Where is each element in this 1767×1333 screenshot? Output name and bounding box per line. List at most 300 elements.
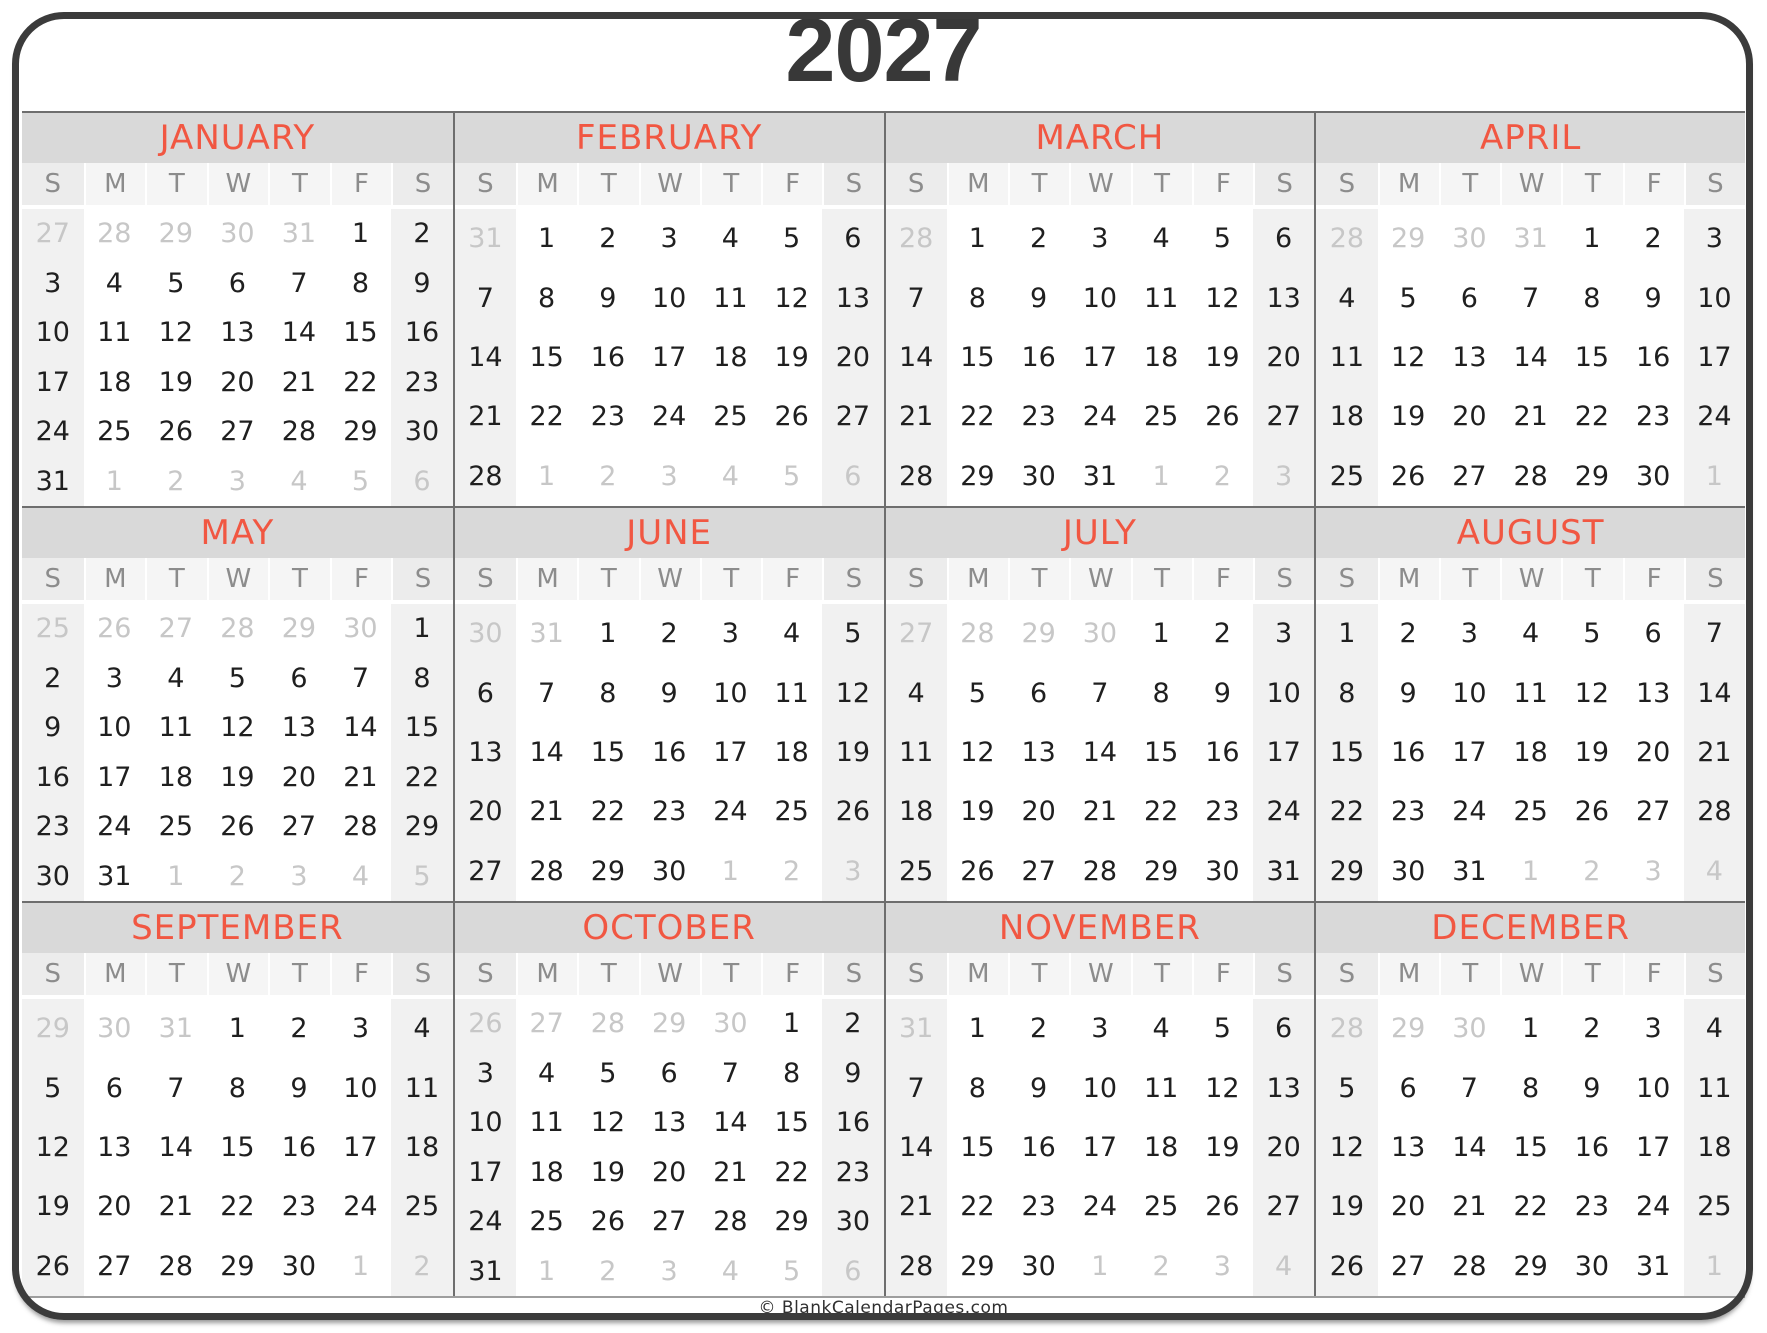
day-cell: 7 — [1091, 677, 1109, 709]
weekday-header-t-4: T — [268, 163, 330, 205]
day-cell: 4 — [721, 460, 739, 492]
weekday-header-w-3: W — [1069, 953, 1130, 995]
month-header — [886, 508, 1315, 558]
day-cell: 26 — [220, 811, 255, 843]
day-cell: 10 — [1452, 677, 1487, 709]
weekday-header-m-1: M — [516, 558, 577, 600]
month-header — [22, 508, 453, 558]
day-cell: 31 — [1635, 1250, 1671, 1282]
day-cell: 28 — [1316, 209, 1377, 268]
day-cell: 2 — [1644, 223, 1662, 255]
day-cell: 11 — [1316, 328, 1377, 387]
day-cell: 1 — [968, 1013, 986, 1045]
day-cell: 29 — [343, 416, 378, 448]
day-cell: 12 — [1205, 282, 1240, 314]
weekday-header-f-5: F — [330, 953, 392, 995]
day-cell: 10 — [1082, 282, 1118, 314]
day-cell: 2 — [1152, 1250, 1170, 1282]
weekday-header-t-4: T — [700, 558, 761, 600]
day-cell: 21 — [1452, 1191, 1487, 1223]
weekday-header-w-3: W — [1069, 558, 1130, 600]
month-header — [455, 903, 884, 953]
day-cell: 16 — [1021, 1131, 1056, 1163]
day-cell: 31 — [97, 860, 132, 892]
day-cell: 11 — [97, 317, 132, 349]
weekday-header-s-0: S — [1316, 163, 1377, 205]
day-cell: 31 — [1513, 223, 1548, 255]
day-cell: 24 — [343, 1191, 378, 1223]
day-cell: 5 — [351, 465, 370, 497]
day-cell: 18 — [774, 736, 809, 768]
month-name: AUGUST — [1456, 513, 1605, 553]
month-header — [1316, 903, 1745, 953]
day-cell: 7 — [721, 1057, 739, 1089]
day-cell: 31 — [1253, 842, 1314, 901]
day-cell: 27 — [220, 416, 255, 448]
day-cell: 5 — [1583, 618, 1601, 650]
day-cell: 9 — [1583, 1072, 1601, 1104]
day-cell: 15 — [1513, 1131, 1548, 1163]
day-cell: 9 — [822, 1049, 883, 1099]
day-cell: 22 — [343, 366, 378, 398]
day-cell: 17 — [22, 358, 84, 408]
day-cell: 4 — [1316, 268, 1377, 327]
weekday-header-s-0: S — [886, 558, 947, 600]
weekday-header-t-2: T — [1008, 953, 1069, 995]
day-cell: 30 — [22, 852, 84, 902]
weekday-header-s-6: S — [391, 163, 453, 205]
day-cell: 25 — [97, 416, 132, 448]
month-september — [22, 901, 453, 1296]
day-cell: 11 — [1684, 1058, 1745, 1117]
day-cell: 12 — [960, 736, 995, 768]
day-cell: 7 — [886, 268, 947, 327]
day-cell: 12 — [1316, 1118, 1377, 1177]
day-cell: 22 — [1513, 1191, 1548, 1223]
day-cell: 29 — [590, 855, 626, 887]
day-cell: 3 — [1091, 223, 1109, 255]
day-cell: 18 — [1143, 1131, 1179, 1163]
day-cell: 23 — [1021, 1191, 1056, 1223]
weekday-header-m-1: M — [1378, 163, 1439, 205]
weekday-header-f-5: F — [330, 558, 392, 600]
day-cell: 18 — [1316, 387, 1377, 446]
day-cell: 21 — [1082, 796, 1118, 828]
day-cell: 29 — [22, 999, 84, 1058]
weekday-header-row — [1316, 558, 1745, 600]
day-cell: 14 — [713, 1107, 748, 1139]
day-cell: 14 — [886, 328, 947, 387]
day-cell: 7 — [290, 267, 308, 299]
weekday-header-s-6: S — [391, 558, 453, 600]
day-cell: 26 — [774, 401, 809, 433]
weekday-header-s-0: S — [22, 953, 84, 995]
day-cell: 17 — [343, 1131, 378, 1163]
month-weeks — [455, 604, 884, 901]
day-cell: 4 — [1522, 618, 1540, 650]
day-cell: 12 — [1390, 341, 1426, 373]
day-cell: 3 — [1253, 604, 1314, 663]
weekday-header-row — [455, 558, 884, 600]
month-weeks — [22, 209, 453, 506]
weekday-header-row — [22, 558, 453, 600]
weekday-header-t-2: T — [1439, 953, 1500, 995]
day-cell: 23 — [22, 802, 84, 852]
day-cell: 3 — [660, 223, 678, 255]
day-cell: 3 — [721, 618, 739, 650]
day-cell: 27 — [158, 613, 193, 645]
day-cell: 1 — [1316, 604, 1377, 663]
day-cell: 18 — [391, 1118, 453, 1177]
day-cell: 28 — [1316, 999, 1377, 1058]
day-cell: 26 — [1390, 460, 1426, 492]
day-cell: 20 — [1253, 1118, 1314, 1177]
day-cell: 28 — [1513, 460, 1548, 492]
day-cell: 9 — [1030, 282, 1048, 314]
day-cell: 11 — [158, 712, 193, 744]
year-title: 2027 — [785, 1, 982, 101]
month-weeks — [1316, 604, 1745, 901]
month-october — [453, 901, 884, 1296]
weekday-header-t-2: T — [1008, 163, 1069, 205]
day-cell: 16 — [1635, 341, 1671, 373]
day-cell: 1 — [351, 218, 370, 250]
day-cell: 2 — [290, 1013, 308, 1045]
day-cell: 23 — [651, 796, 687, 828]
day-cell: 22 — [1316, 782, 1377, 841]
month-name: MAY — [200, 513, 275, 553]
day-cell: 15 — [1143, 736, 1179, 768]
day-cell: 29 — [1316, 842, 1377, 901]
day-cell: 25 — [1316, 447, 1377, 506]
day-cell: 18 — [529, 1156, 564, 1188]
day-cell: 19 — [1316, 1177, 1377, 1236]
weekday-header-w-3: W — [639, 953, 700, 995]
day-cell: 4 — [290, 465, 308, 497]
day-cell: 26 — [960, 855, 995, 887]
day-cell: 12 — [220, 712, 255, 744]
day-cell: 26 — [455, 999, 516, 1049]
day-cell: 31 — [886, 999, 947, 1058]
day-cell: 8 — [228, 1072, 246, 1104]
day-cell: 30 — [281, 1250, 317, 1282]
day-cell: 21 — [886, 387, 947, 446]
day-cell: 1 — [1522, 855, 1540, 887]
day-cell: 6 — [1030, 677, 1048, 709]
month-weeks — [1316, 999, 1745, 1296]
day-cell: 19 — [1390, 401, 1426, 433]
day-cell: 17 — [1253, 723, 1314, 782]
day-cell: 17 — [1635, 1131, 1671, 1163]
day-cell: 14 — [343, 712, 378, 744]
day-cell: 1 — [783, 1008, 801, 1040]
day-cell: 2 — [1583, 855, 1601, 887]
month-weeks — [886, 604, 1315, 901]
day-cell: 10 — [1635, 1072, 1671, 1104]
day-cell: 13 — [455, 723, 516, 782]
month-april — [1314, 111, 1745, 506]
weekday-header-s-6: S — [1684, 163, 1745, 205]
day-cell: 4 — [167, 662, 185, 694]
day-cell: 23 — [391, 358, 453, 408]
day-cell: 1 — [538, 460, 556, 492]
month-header — [22, 903, 453, 953]
month-weeks — [455, 999, 884, 1296]
weekday-header-row — [1316, 163, 1745, 205]
weekday-header-s-6: S — [822, 163, 883, 205]
month-name: JULY — [1062, 513, 1137, 553]
day-cell: 31 — [1452, 855, 1487, 887]
month-june — [453, 506, 884, 901]
day-cell: 8 — [968, 282, 986, 314]
day-cell: 13 — [1021, 736, 1056, 768]
day-cell: 1 — [167, 860, 185, 892]
day-cell: 6 — [391, 457, 453, 507]
weekday-header-f-5: F — [1192, 953, 1253, 995]
day-cell: 14 — [158, 1131, 193, 1163]
month-name: FEBRUARY — [575, 118, 763, 158]
weekday-header-s-0: S — [22, 163, 84, 205]
day-cell: 5 — [783, 460, 801, 492]
day-cell: 30 — [1021, 460, 1056, 492]
day-cell: 15 — [220, 1131, 255, 1163]
day-cell: 29 — [960, 1250, 995, 1282]
day-cell: 3 — [1644, 855, 1662, 887]
day-cell: 22 — [1574, 401, 1610, 433]
day-cell: 5 — [968, 677, 986, 709]
day-cell: 5 — [1316, 1058, 1377, 1117]
day-cell: 2 — [822, 999, 883, 1049]
day-cell: 7 — [455, 268, 516, 327]
day-cell: 8 — [968, 1072, 986, 1104]
day-cell: 9 — [1644, 282, 1662, 314]
day-cell: 21 — [455, 387, 516, 446]
month-header — [455, 508, 884, 558]
day-cell: 30 — [1082, 618, 1118, 650]
day-cell: 2 — [599, 1255, 617, 1287]
day-cell: 11 — [529, 1107, 564, 1139]
day-cell: 24 — [1452, 796, 1487, 828]
day-cell: 5 — [1213, 1013, 1231, 1045]
day-cell: 28 — [590, 1008, 626, 1040]
day-cell: 15 — [774, 1107, 809, 1139]
day-cell: 4 — [105, 267, 123, 299]
day-cell: 1 — [228, 1013, 246, 1045]
day-cell: 4 — [1253, 1237, 1314, 1296]
day-cell: 2 — [22, 654, 84, 704]
day-cell: 29 — [1390, 223, 1426, 255]
day-cell: 28 — [713, 1206, 748, 1238]
day-cell: 19 — [822, 723, 883, 782]
day-cell: 5 — [599, 1057, 617, 1089]
weekday-header-m-1: M — [947, 163, 1008, 205]
day-cell: 13 — [281, 712, 317, 744]
day-cell: 13 — [1390, 1131, 1426, 1163]
day-cell: 3 — [1684, 209, 1745, 268]
day-cell: 30 — [1021, 1250, 1056, 1282]
day-cell: 3 — [351, 1013, 370, 1045]
day-cell: 15 — [960, 1131, 995, 1163]
day-cell: 14 — [1684, 663, 1745, 722]
day-cell: 24 — [1082, 1191, 1118, 1223]
day-cell: 9 — [391, 259, 453, 309]
weekday-header-m-1: M — [516, 163, 577, 205]
month-name: JANUARY — [159, 118, 316, 158]
day-cell: 10 — [651, 282, 687, 314]
weekday-header-s-0: S — [886, 163, 947, 205]
month-weeks — [1316, 209, 1745, 506]
day-cell: 23 — [590, 401, 626, 433]
day-cell: 31 — [455, 209, 516, 268]
day-cell: 23 — [1635, 401, 1671, 433]
day-cell: 28 — [1684, 782, 1745, 841]
weekday-header-f-5: F — [1623, 558, 1684, 600]
month-november — [884, 901, 1315, 1296]
day-cell: 2 — [1030, 1013, 1048, 1045]
weekday-header-s-0: S — [886, 953, 947, 995]
day-cell: 6 — [1399, 1072, 1417, 1104]
day-cell: 27 — [1253, 387, 1314, 446]
weekday-header-s-0: S — [22, 558, 84, 600]
weekday-header-s-6: S — [822, 558, 883, 600]
day-cell: 7 — [1522, 282, 1540, 314]
weekday-header-s-0: S — [455, 163, 516, 205]
day-cell: 7 — [886, 1058, 947, 1117]
day-cell: 17 — [1082, 1131, 1118, 1163]
day-cell: 8 — [1583, 282, 1601, 314]
weekday-header-s-6: S — [1253, 558, 1314, 600]
weekday-header-t-2: T — [145, 163, 207, 205]
day-cell: 25 — [22, 604, 84, 654]
day-cell: 17 — [1082, 341, 1118, 373]
day-cell: 6 — [1644, 618, 1662, 650]
weekday-header-f-5: F — [1623, 163, 1684, 205]
day-cell: 9 — [660, 677, 678, 709]
day-cell: 29 — [391, 802, 453, 852]
weekday-header-m-1: M — [947, 558, 1008, 600]
day-cell: 24 — [1253, 782, 1314, 841]
month-name: OCTOBER — [582, 908, 756, 948]
day-cell: 3 — [1460, 618, 1478, 650]
day-cell: 19 — [960, 796, 995, 828]
day-cell: 1 — [599, 618, 617, 650]
month-may — [22, 506, 453, 901]
day-cell: 7 — [538, 677, 556, 709]
weekday-header-s-0: S — [1316, 953, 1377, 995]
weekday-header-row — [455, 163, 884, 205]
day-cell: 31 — [22, 457, 84, 507]
day-cell: 10 — [455, 1098, 516, 1148]
day-cell: 20 — [1253, 328, 1314, 387]
day-cell: 3 — [822, 842, 883, 901]
day-cell: 20 — [1635, 736, 1671, 768]
month-name: DECEMBER — [1431, 908, 1630, 948]
weekday-header-t-4: T — [268, 558, 330, 600]
day-cell: 20 — [1452, 401, 1487, 433]
weekday-header-t-4: T — [268, 953, 330, 995]
day-cell: 10 — [1082, 1072, 1118, 1104]
day-cell: 13 — [1452, 341, 1487, 373]
day-cell: 14 — [281, 317, 317, 349]
weekday-header-f-5: F — [761, 558, 822, 600]
day-cell: 27 — [886, 604, 947, 663]
day-cell: 23 — [1021, 401, 1056, 433]
day-cell: 13 — [220, 317, 255, 349]
day-cell: 21 — [1684, 723, 1745, 782]
day-cell: 24 — [651, 401, 687, 433]
day-cell: 18 — [158, 761, 193, 793]
day-cell: 6 — [822, 209, 883, 268]
day-cell: 29 — [220, 1250, 255, 1282]
footer-credit: © BlankCalendarPages.com — [758, 1298, 1009, 1318]
day-cell: 3 — [660, 1255, 678, 1287]
day-cell: 14 — [886, 1118, 947, 1177]
day-cell: 5 — [783, 223, 801, 255]
day-cell: 7 — [1460, 1072, 1478, 1104]
weekday-header-m-1: M — [516, 953, 577, 995]
day-cell: 23 — [1205, 796, 1240, 828]
weekday-header-t-2: T — [1439, 558, 1500, 600]
day-cell: 10 — [1684, 268, 1745, 327]
day-cell: 31 — [1082, 460, 1118, 492]
day-cell: 28 — [97, 218, 132, 250]
day-cell: 11 — [1143, 1072, 1179, 1104]
day-cell: 6 — [822, 447, 883, 506]
day-cell: 8 — [351, 267, 370, 299]
day-cell: 23 — [822, 1148, 883, 1198]
weekday-header-m-1: M — [84, 558, 146, 600]
weekday-header-w-3: W — [1500, 558, 1561, 600]
day-cell: 3 — [228, 465, 246, 497]
day-cell: 1 — [1583, 223, 1601, 255]
day-cell: 16 — [281, 1131, 317, 1163]
day-cell: 20 — [97, 1191, 132, 1223]
day-cell: 22 — [220, 1191, 255, 1223]
day-cell: 6 — [105, 1072, 123, 1104]
weekday-header-row — [1316, 953, 1745, 995]
day-cell: 1 — [105, 465, 123, 497]
day-cell: 25 — [774, 796, 809, 828]
day-cell: 18 — [713, 341, 748, 373]
day-cell: 23 — [281, 1191, 317, 1223]
day-cell: 2 — [167, 465, 185, 497]
day-cell: 6 — [822, 1247, 883, 1297]
day-cell: 21 — [343, 761, 378, 793]
day-cell: 1 — [721, 855, 739, 887]
day-cell: 27 — [455, 842, 516, 901]
day-cell: 10 — [97, 712, 132, 744]
day-cell: 13 — [651, 1107, 687, 1139]
weekday-header-t-4: T — [1131, 558, 1192, 600]
weekday-header-t-2: T — [577, 558, 638, 600]
day-cell: 18 — [97, 366, 132, 398]
month-weeks — [886, 209, 1315, 506]
day-cell: 6 — [455, 663, 516, 722]
day-cell: 29 — [1390, 1013, 1426, 1045]
day-cell: 19 — [1205, 1131, 1240, 1163]
day-cell: 22 — [960, 401, 995, 433]
month-name: APRIL — [1479, 118, 1582, 158]
day-cell: 12 — [590, 1107, 626, 1139]
day-cell: 4 — [721, 1255, 739, 1287]
day-cell: 9 — [599, 282, 617, 314]
day-cell: 12 — [22, 1118, 84, 1177]
day-cell: 1 — [1152, 618, 1170, 650]
day-cell: 3 — [290, 860, 308, 892]
day-cell: 28 — [886, 209, 947, 268]
month-header — [1316, 508, 1745, 558]
day-cell: 25 — [713, 401, 748, 433]
